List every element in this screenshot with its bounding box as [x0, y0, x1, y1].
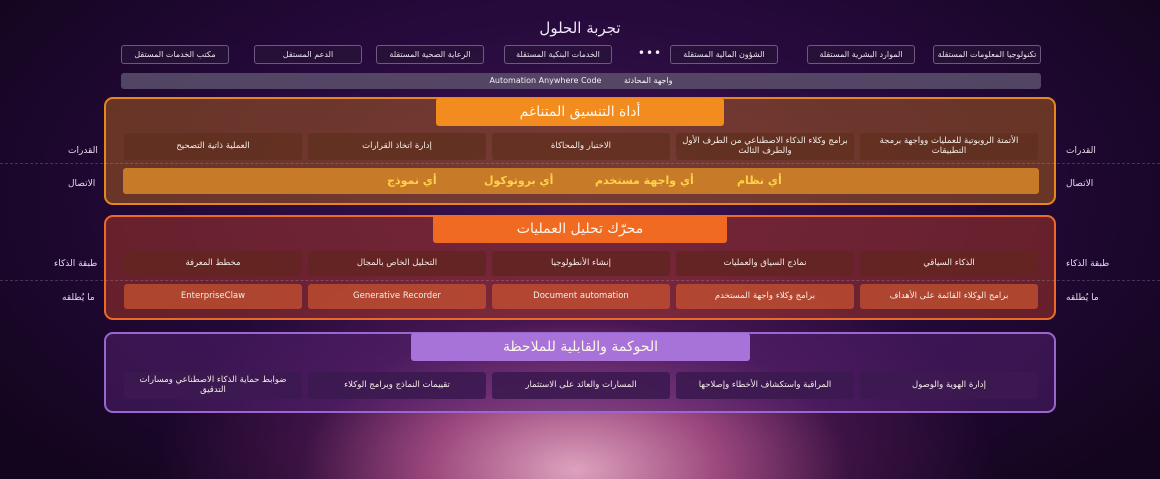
deploy-document-automation[interactable]: Document automation — [492, 284, 670, 309]
connect-any-model: أي نموذج — [387, 174, 437, 187]
capability-decisions[interactable]: إدارة اتخاذ القرارات — [308, 133, 486, 160]
solutions-row — [121, 45, 1041, 64]
divider-line — [0, 280, 1160, 281]
capability-testing[interactable]: الاختبار والمحاكاة — [492, 133, 670, 160]
gov-guardrails[interactable]: ضوابط حماية الذكاء الاصطناعي ومسارات التدقيق — [124, 372, 302, 399]
solution-hr[interactable]: الموارد البشرية المستقلة — [807, 45, 915, 64]
gov-model-evaluations[interactable]: تقييمات النماذج وبرامج الوكلاء — [308, 372, 486, 399]
deploy-enterpriseclaw[interactable]: EnterpriseClaw — [124, 284, 302, 309]
deploy-goal-agents[interactable]: برامج الوكلاء القائمة على الأهداف — [860, 284, 1038, 309]
label-intelligence-left: طبقة الذكاء — [54, 259, 98, 269]
capability-ai-agents[interactable]: برامج وكلاء الذكاء الاصطناعي من الطرف الأول والطرف الثالث — [676, 133, 854, 160]
conversation-label: واجهة المحادثة — [624, 76, 673, 85]
capability-self-healing[interactable]: العملية ذاتية التصحيح — [124, 133, 302, 160]
divider-line — [0, 163, 1160, 164]
solution-banking[interactable]: الخدمات البنكية المستقلة — [504, 45, 612, 64]
intel-ontology[interactable]: إنشاء الأنطولوجيا — [492, 251, 670, 276]
intel-knowledge-graph[interactable]: مخطط المعرفة — [124, 251, 302, 276]
solution-finance[interactable]: الشؤون المالية المستقلة — [670, 45, 778, 64]
more-dots-icon: ••• — [637, 46, 663, 60]
solution-it[interactable]: تكنولوجيا المعلومات المستقلة — [933, 45, 1041, 64]
process-title: محرّك تحليل العمليات — [433, 215, 727, 243]
label-connectivity-left: الاتصال — [68, 179, 96, 189]
capability-rpa-api[interactable]: الأتمتة الروبوتية للعمليات وواجهة برمجة التطبيقات — [860, 133, 1038, 160]
intel-domain-analysis[interactable]: التحليل الخاص بالمجال — [308, 251, 486, 276]
code-label: Automation Anywhere Code — [489, 76, 602, 85]
label-deployment-left: ما يُطلقه — [62, 293, 95, 303]
deploy-ui-agents[interactable]: برامج وكلاء واجهة المستخدم — [676, 284, 854, 309]
governance-title: الحوكمة والقابلية للملاحظة — [411, 333, 750, 361]
solution-service-desk[interactable]: مكتب الخدمات المستقل — [121, 45, 229, 64]
connect-any-system: أي نظام — [737, 174, 782, 187]
page-title: تجربة الحلول — [539, 19, 621, 37]
label-connectivity-right: الاتصال — [1066, 179, 1094, 189]
gov-roi[interactable]: المسارات والعائد على الاستثمار — [492, 372, 670, 399]
gov-monitoring[interactable]: المراقبة واستكشاف الأخطاء وإصلاحها — [676, 372, 854, 399]
intel-contextual[interactable]: الذكاء السياقي — [860, 251, 1038, 276]
label-capabilities-right: القدرات — [1066, 146, 1096, 156]
label-intelligence-right: طبقة الذكاء — [1066, 259, 1110, 269]
connect-any-ui: أي واجهة مستخدم — [595, 174, 694, 187]
solution-healthcare[interactable]: الرعاية الصحية المستقلة — [376, 45, 484, 64]
label-capabilities-left: القدرات — [68, 146, 98, 156]
deploy-generative-recorder[interactable]: Generative Recorder — [308, 284, 486, 309]
connect-any-protocol: أي بروتوكول — [484, 174, 554, 187]
solution-support[interactable]: الدعم المستقل — [254, 45, 362, 64]
label-deployment-right: ما يُطلقه — [1066, 293, 1099, 303]
intel-context-models[interactable]: نماذج السياق والعمليات — [676, 251, 854, 276]
conversation-bar — [121, 73, 1041, 89]
connectivity-bar — [123, 168, 1039, 194]
gov-identity-access[interactable]: إدارة الهوية والوصول — [860, 372, 1038, 399]
orchestration-title: أداة التنسيق المتناغم — [436, 98, 724, 126]
